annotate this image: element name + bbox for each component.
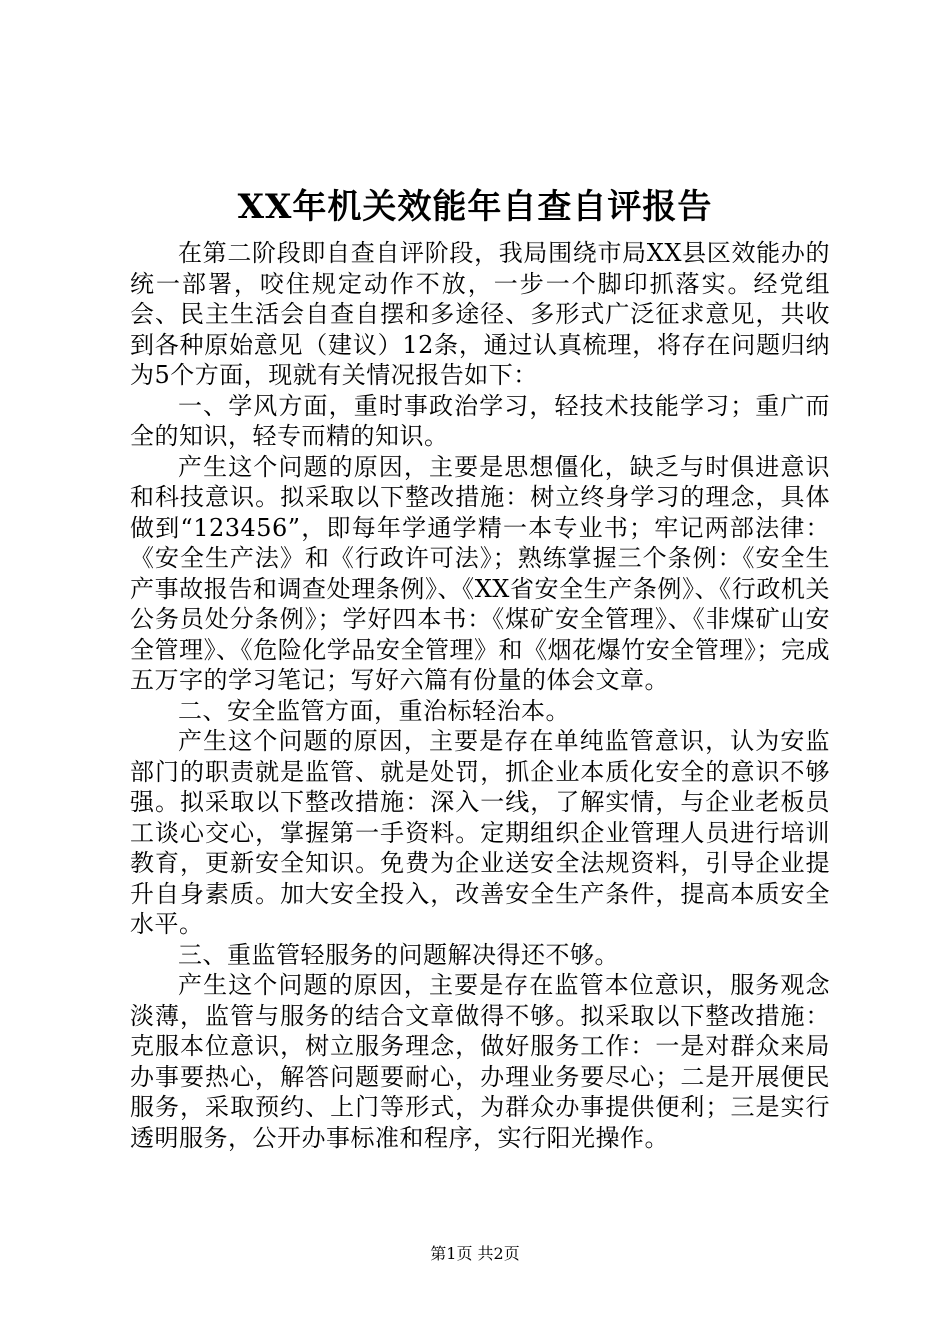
paragraph-section-3-detail: 产生这个问题的原因，主要是存在监管本位意识，服务观念淡薄，监管与服务的结合文章做得不够。拟采取以下整改措施：克服本位意识，树立服务理念，做好服务工作：一是对群众来局办事要热心，解答问题要耐心，办理业务要尽心；二是开展便民服务，采取预约、上门等形式，为群众办事提供便利；三是实行透明服务，公开办事标准和程序，实行阳光操作。 [130,971,830,1152]
paragraph-section-2-heading: 二、安全监管方面，重治标轻治本。 [178,696,570,725]
document-title: XX年机关效能年自查自评报告 [237,187,713,227]
document-body [130,238,830,1153]
page-number-footer: 第1页 共2页 [430,1244,520,1263]
paragraph-section-1-heading: 一、学风方面，重时事政治学习，轻技术技能学习；重广而全的知识，轻专而精的知识。 [130,391,830,450]
paragraph-section-1-detail: 产生这个问题的原因，主要是思想僵化，缺乏与时俱进意识和科技意识。拟采取以下整改措施：树立终身学习的理念，具体做到“123456”，即每年学通学精一本专业书；牢记两部法律：《安全生产法》和《行政许可法》；熟练掌握三个条例：《安全生产事故报告和调查处理条例》、《XX省安全生产条例》、《行政机关公务员处分条例》；学好四本书：《煤矿安全管理》、《非煤矿山安全管理》、《危险化学品安全管理》和《烟花爆竹安全管理》；完成五万字的学习笔记；写好六篇有份量的体会文章。 [130,452,830,694]
paragraph-section-2-detail: 产生这个问题的原因，主要是存在单纯监管意识，认为安监部门的职责就是监管、就是处罚，抓企业本质化安全的意识不够强。拟采取以下整改措施：深入一线，了解实情，与企业老板员工谈心交心，掌握第一手资料。定期组织企业管理人员进行培训教育，更新安全知识。免费为企业送安全法规资料，引导企业提升自身素质。加大安全投入，改善安全生产条件，提高本质安全水平。 [130,727,830,938]
paragraph-section-3-heading: 三、重监管轻服务的问题解决得还不够。 [178,940,619,969]
paragraph-intro: 在第二阶段即自查自评阶段，我局围绕市局XX县区效能办的统一部署，咬住规定动作不放，一步一个脚印抓落实。经党组会、民主生活会自查自摆和多途径、多形式广泛征求意见，共收到各种原始意见（建议）12条，通过认真梳理，将存在问题归纳为5个方面，现就有关情况报告如下： [130,239,830,389]
